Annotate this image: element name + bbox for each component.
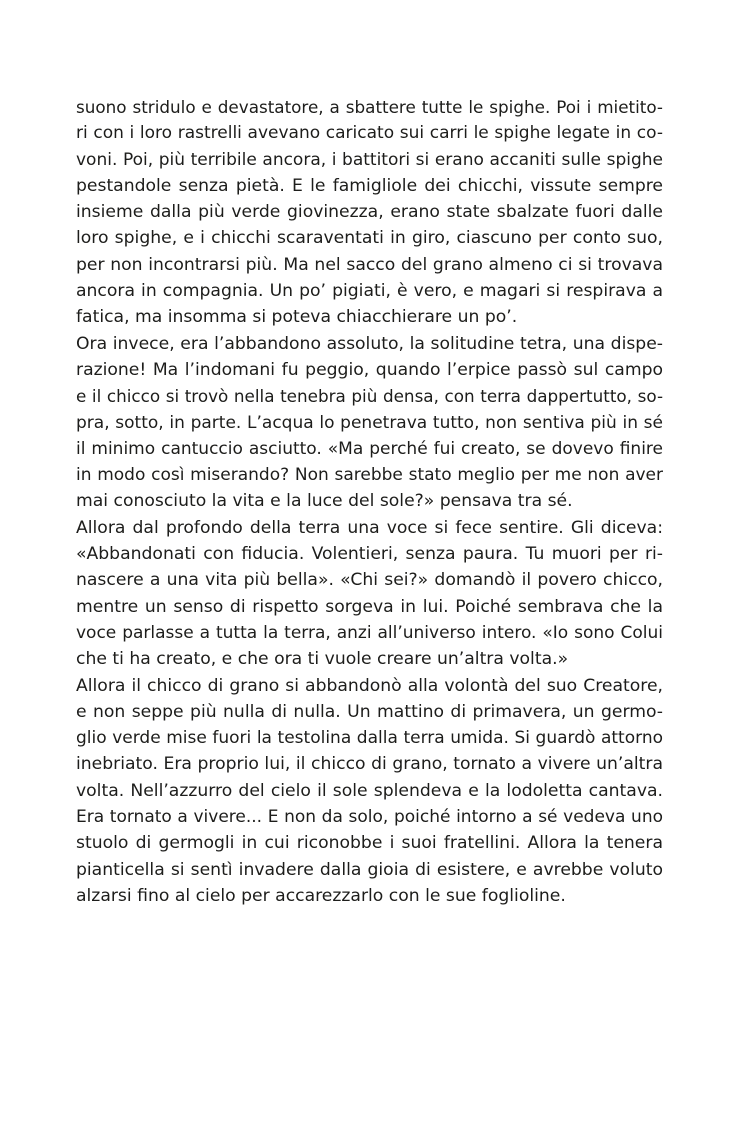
text-line: ri con i loro rastrelli avevano caricato sui carri le spighe legate in co-: [76, 123, 663, 144]
text-line: suono stridulo e devastatore, a sbattere tutte le spighe. Poi i mietito-: [76, 97, 663, 117]
text-line: razione! Ma l’indomani fu peggio, quando l’erpice passò sul campo: [76, 359, 663, 380]
text-line: e non seppe più nulla di nulla. Un mattino di primavera, un germo-: [76, 701, 663, 722]
text-line: alzarsi fino al cielo per accarezzarlo con le sue foglioline.: [76, 885, 566, 906]
paragraph-3: [76, 515, 663, 673]
text-line: pianticella si sentì invadere dalla gioia di esistere, e avrebbe voluto: [76, 859, 663, 880]
paragraph-4: [76, 673, 663, 910]
text-line: nascere a una vita più bella». «Chi sei?» domandò il povero chicco,: [76, 570, 663, 591]
text-line: pra, sotto, in parte. L’acqua lo penetrava tutto, non sentiva più in sé: [76, 412, 663, 433]
text-line: «Abbandonati con fiducia. Volentieri, senza paura. Tu muori per ri-: [76, 544, 663, 565]
text-line: in modo così miserando? Non sarebbe stato meglio per me non aver: [76, 465, 663, 486]
text-line: glio verde mise fuori la testolina dalla terra umida. Si guardò attorno: [76, 728, 663, 749]
text-line: mai conosciuto la vita e la luce del sole?» pensava tra sé.: [76, 491, 573, 512]
text-line: stuolo di germogli in cui riconobbe i suoi fratellini. Allora la tenera: [76, 833, 663, 854]
page-body: [76, 94, 663, 909]
text-line: Era tornato a vivere... E non da solo, poiché intorno a sé vedeva uno: [76, 807, 663, 828]
text-line: fatica, ma insomma si poteva chiacchierare un po’.: [76, 307, 518, 328]
paragraph-1: [76, 94, 663, 331]
text-line: che ti ha creato, e che ora ti vuole creare un’altra volta.»: [76, 649, 569, 670]
text-line: il minimo cantuccio asciutto. «Ma perché fui creato, se dovevo finire: [76, 438, 663, 459]
text-line: mentre un senso di rispetto sorgeva in lui. Poiché sembrava che la: [76, 596, 663, 617]
text-line: volta. Nell’azzurro del cielo il sole splendeva e la lodoletta cantava.: [76, 780, 663, 801]
text-line: Allora il chicco di grano si abbandonò alla volontà del suo Creatore,: [76, 675, 663, 696]
text-line: Allora dal profondo della terra una voce si fece sentire. Gli diceva:: [76, 517, 663, 538]
text-line: per non incontrarsi più. Ma nel sacco del grano almeno ci si trovava: [76, 254, 663, 275]
text-line: insieme dalla più verde giovinezza, erano state sbalzate fuori dalle: [76, 202, 663, 223]
text-line: ancora in compagnia. Un po’ pigiati, è vero, e magari si respirava a: [76, 281, 663, 302]
text-line: Ora invece, era l’abbandono assoluto, la solitudine tetra, una dispe-: [76, 333, 663, 354]
text-line: loro spighe, e i chicchi scaraventati in giro, ciascuno per conto suo,: [76, 228, 663, 249]
text-line: pestandole senza pietà. E le famigliole dei chicchi, vissute sempre: [76, 175, 663, 196]
text-line: voni. Poi, più terribile ancora, i battitori si erano accaniti sulle spighe: [76, 149, 663, 170]
text-line: voce parlasse a tutta la terra, anzi all’universo intero. «Io sono Colui: [76, 622, 663, 643]
paragraph-2: [76, 331, 663, 515]
text-line: e il chicco si trovò nella tenebra più densa, con terra dappertutto, so-: [76, 386, 663, 407]
text-line: inebriato. Era proprio lui, il chicco di grano, tornato a vivere un’altra: [76, 754, 663, 775]
